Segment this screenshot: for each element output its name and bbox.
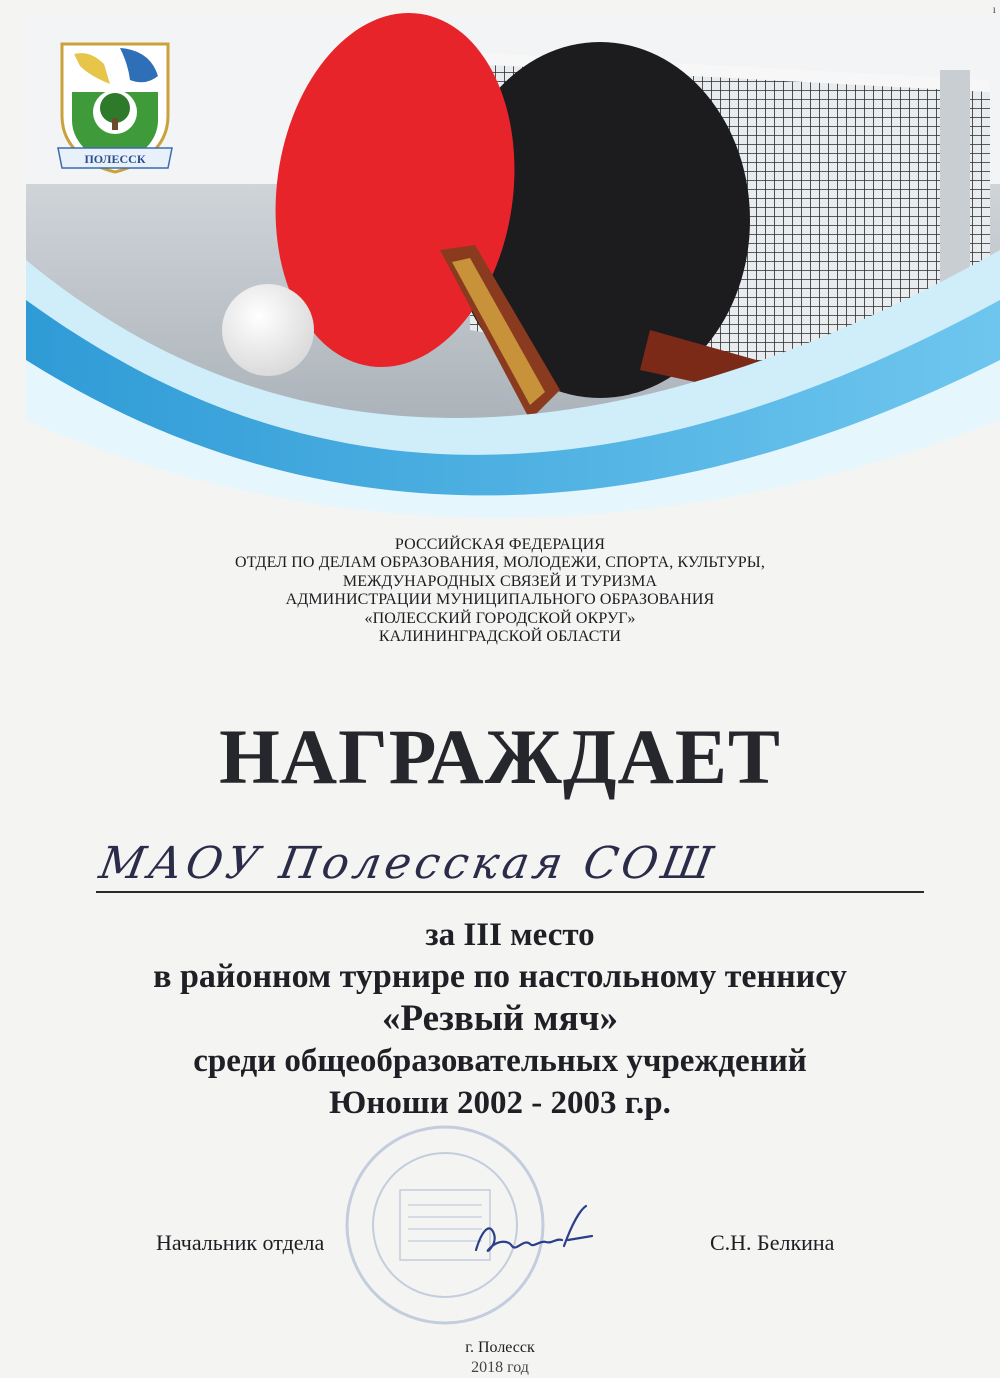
corner-mark: ı bbox=[992, 2, 996, 16]
emblem-banner-text: ПОЛЕССК bbox=[84, 152, 146, 166]
polessk-coat-of-arms-icon bbox=[50, 36, 180, 176]
award-place: за III место bbox=[425, 917, 595, 953]
header-line: КАЛИНИНГРАДСКОЙ ОБЛАСТИ bbox=[378, 628, 622, 646]
signatory-name: С.Н. Белкина bbox=[710, 1230, 835, 1255]
recipient-underline bbox=[96, 891, 924, 893]
header-line: ОТДЕЛ ПО ДЕЛАМ ОБРАЗОВАНИЯ, МОЛОДЕЖИ, СПОРТА, КУЛЬТУРЫ, bbox=[235, 554, 765, 572]
award-tournament-name: «Резвый мяч» bbox=[382, 998, 618, 1039]
recipient-handwritten: МАОУ Полесская СОШ bbox=[95, 838, 721, 889]
issuer-header bbox=[0, 536, 1000, 646]
header-line: МЕЖДУНАРОДНЫХ СВЯЗЕЙ И ТУРИЗМА bbox=[342, 572, 658, 590]
certificate-title: НАГРАЖДАЕТ bbox=[219, 713, 781, 800]
footer-city: г. Полесск bbox=[465, 1339, 535, 1356]
signatory-role: Начальник отдела bbox=[156, 1230, 325, 1255]
header-line: «ПОЛЕССКИЙ ГОРОДСКОЙ ОКРУГ» bbox=[364, 609, 636, 627]
handwritten-signature-icon bbox=[468, 1200, 598, 1270]
header-line: АДМИНИСТРАЦИИ МУНИЦИПАЛЬНОГО ОБРАЗОВАНИЯ bbox=[285, 591, 715, 609]
award-description bbox=[0, 914, 1000, 1124]
footer bbox=[0, 1338, 1000, 1378]
award-among: среди общеобразовательных учреждений bbox=[193, 1043, 807, 1079]
ping-pong-ball bbox=[222, 284, 314, 376]
header-line: РОССИЙСКАЯ ФЕДЕРАЦИЯ bbox=[394, 536, 606, 553]
award-event: в районном турнире по настольному теннису bbox=[153, 958, 847, 995]
award-category: Юноши 2002 - 2003 г.р. bbox=[329, 1085, 671, 1121]
footer-year: 2018 год bbox=[471, 1359, 529, 1376]
